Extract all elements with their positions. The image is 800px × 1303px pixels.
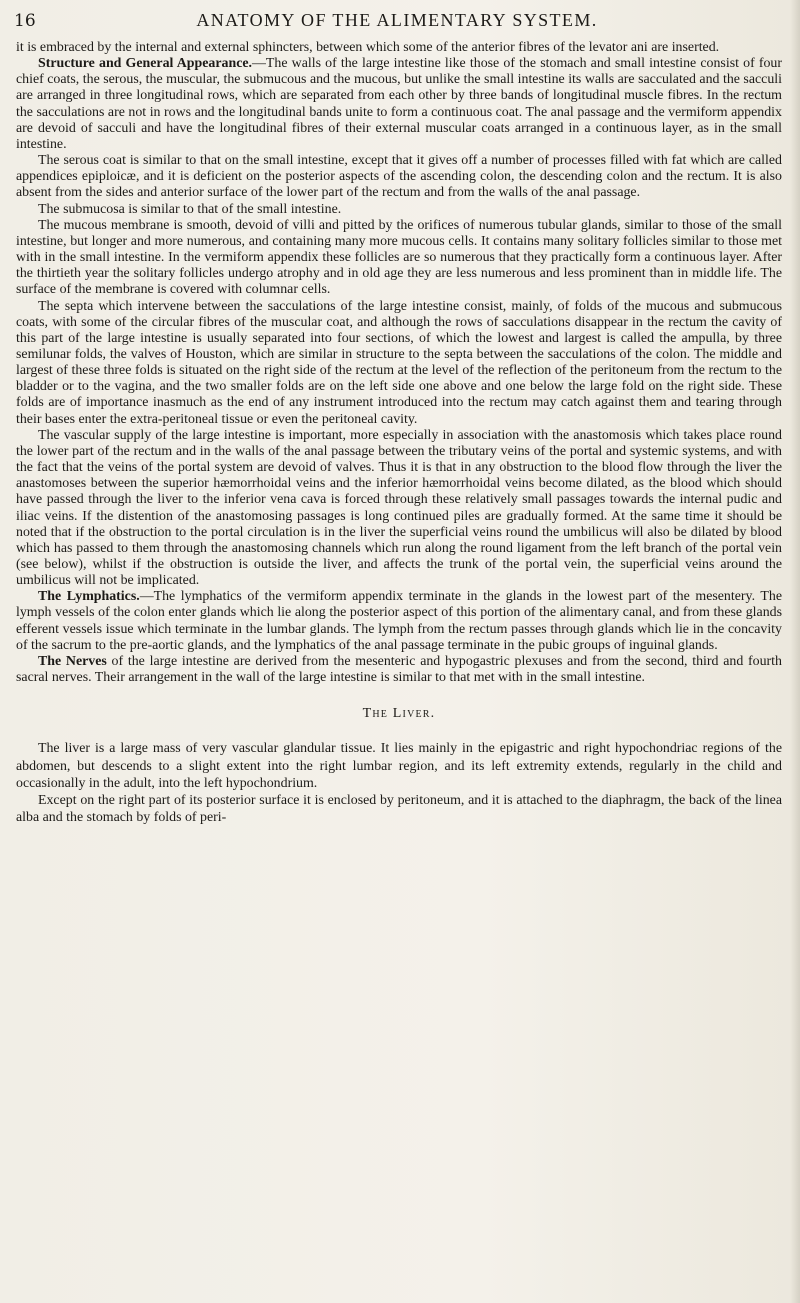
paragraph-structure: [16, 56, 782, 153]
paragraph-text: —The walls of the large intestine like those of the stomach and small intestine consist of four chief coats, the serous, the muscular, the submucous and the mucous, but unlike the small intestine its walls are sacculated and the sacculi are arranged in three longitudinal rows, which are separated from each other by three bands of longitudinal muscle fibres. In the rectum the sacculations are not in rows and the longitudinal bands unite to form a continuous coat. The anal passage and the vermiform appendix are devoid of sacculi and have the longitudinal fibres of their external muscular coats arranged in a continuous layer, as in the small intestine.: [16, 56, 782, 152]
page-edge-shadow: [790, 0, 800, 1303]
side-heading-nerves: The Nerves: [38, 653, 107, 669]
page-header: [14, 10, 780, 31]
running-head: ANATOMY OF THE ALIMENTARY SYSTEM.: [196, 10, 598, 30]
paragraph-text: of the large intestine are derived from the mesenteric and hypogastric plexuses and from the second, third and fourth sacral nerves. Their arrangement in the wall of the large intestine is similar to that met with in the small intestine.: [16, 653, 782, 686]
paragraph-serous-coat: The serous coat is similar to that on the small intestine, except that it gives off a number of processes filled with fat which are called appendices epiploicæ, and it is deficient on the posterior aspects of the ascending colon, the descending colon and the rectum. It is also absent from the sides and anterior surface of the lower part of the rectum and from the walls of the anal passage.: [16, 153, 782, 201]
paragraph-mucous-membrane: The mucous membrane is smooth, devoid of villi and pitted by the orifices of numerous tubular glands, similar to those of the small intestine, but longer and more numerous, and containing many more mucous cells. It contains many solitary follicles similar to those met with in the small intestine. In the vermiform appendix these follicles are so numerous that they practically form a continuous layer. After the thirtieth year the solitary follicles undergo atrophy and in old age they are less numerous and less prominent than in middle life. The surface of the membrane is covered with columnar cells.: [16, 217, 782, 298]
paragraph-submucosa: The submucosa is similar to that of the small intestine.: [38, 201, 342, 217]
side-heading-structure: Structure and General Appearance.: [38, 56, 253, 72]
paragraph-text: —The lymphatics of the vermiform appendix terminate in the glands in the lowest part of the mesentery. The lymph vessels of the colon enter glands which lie along the posterior aspect of this portion of the alimentary canal, and from these glands efferent vessels issue which terminate in the lumbar glands. The lymph from the rectum passes through glands which lie in the concavity of the sacrum to the pre-aortic glands, and the lymphatics of the anal passage terminate in the pubic groups of inguinal glands.: [16, 589, 782, 653]
paragraph-liver-peritoneum: Except on the right part of its posterior surface it is enclosed by peritoneum, and it is attached to the diaphragm, the back of the linea alba and the stomach by folds of peri-: [16, 793, 782, 826]
paragraph-septa: The septa which intervene between the sacculations of the large intestine consist, mainly, of folds of the mucous and submucous coats, with some of the circular fibres of the muscular coat, and although the rows of sacculations disappear in the rectum the cavity of this part of the large intestine is usually separated into four sections, of which the lowest and largest is called the ampulla, by three semilunar folds, the valves of Houston, which are similar in structure to the septa between the sacculations of the colon. The middle and largest of these three folds is situated on the right side of the rectum at the level of the reflection of the peritoneum from the rectum to the bladder or to the vagina, and the two smaller folds are on the left side one above and one below the large fold on the right side. These folds are of importance inasmuch as the end of any instrument introduced into the rectum may catch against them and tearing through their bases enter the extra-peritoneal tissue or even the peritoneal cavity.: [16, 298, 782, 427]
page-body: [16, 40, 782, 826]
page-number: 16: [14, 11, 36, 31]
liver-section: [16, 740, 782, 826]
paragraph-nerves: [16, 654, 782, 686]
paragraph-continuation: it is embraced by the internal and external sphincters, between which some of the anterior fibres of the levator ani are inserted.: [16, 40, 720, 55]
paragraph-liver-intro: The liver is a large mass of very vascular glandular tissue. It lies mainly in the epigastric and right hypochondriac regions of the abdomen, but descends to a slight extent into the right lumbar region, and its left extremity extends, regularly in the child and occasionally in the adult, into the left hypochondrium.: [16, 741, 782, 791]
paragraph-vascular-supply: The vascular supply of the large intestine is important, more especially in association with the anastomosis which takes place round the lower part of the rectum and in the walls of the anal passage between the tributary veins of the portal and systemic systems, and with the fact that the veins of the portal system are devoid of valves. Thus it is that in any obstruction to the blood flow through the liver the anastomoses between the superior hæmorrhoidal veins and the inferior hæmorrhoidal veins become dilated, as the blood which should have passed through the liver to the inferior vena cava is forced through these relatively small passages towards the internal pudic and iliac veins. If the distention of the anastomosing passages is long continued piles are gradually formed. At the same time it should be noted that if the obstruction to the portal circulation is in the liver the superficial veins round the umbilicus will also be dilated by blood which has passed to them through the anastomosing channels which run along the round ligament from the left branch of the portal vein (see below), whilst if the obstruction is outside the liver, and affects the trunk of the portal vein, the superficial veins around the umbilicus will not be implicated.: [16, 427, 782, 589]
paragraph-lymphatics: [16, 589, 782, 654]
side-heading-lymphatics: The Lymphatics.: [38, 589, 140, 605]
section-heading-liver: The Liver.: [362, 706, 436, 722]
